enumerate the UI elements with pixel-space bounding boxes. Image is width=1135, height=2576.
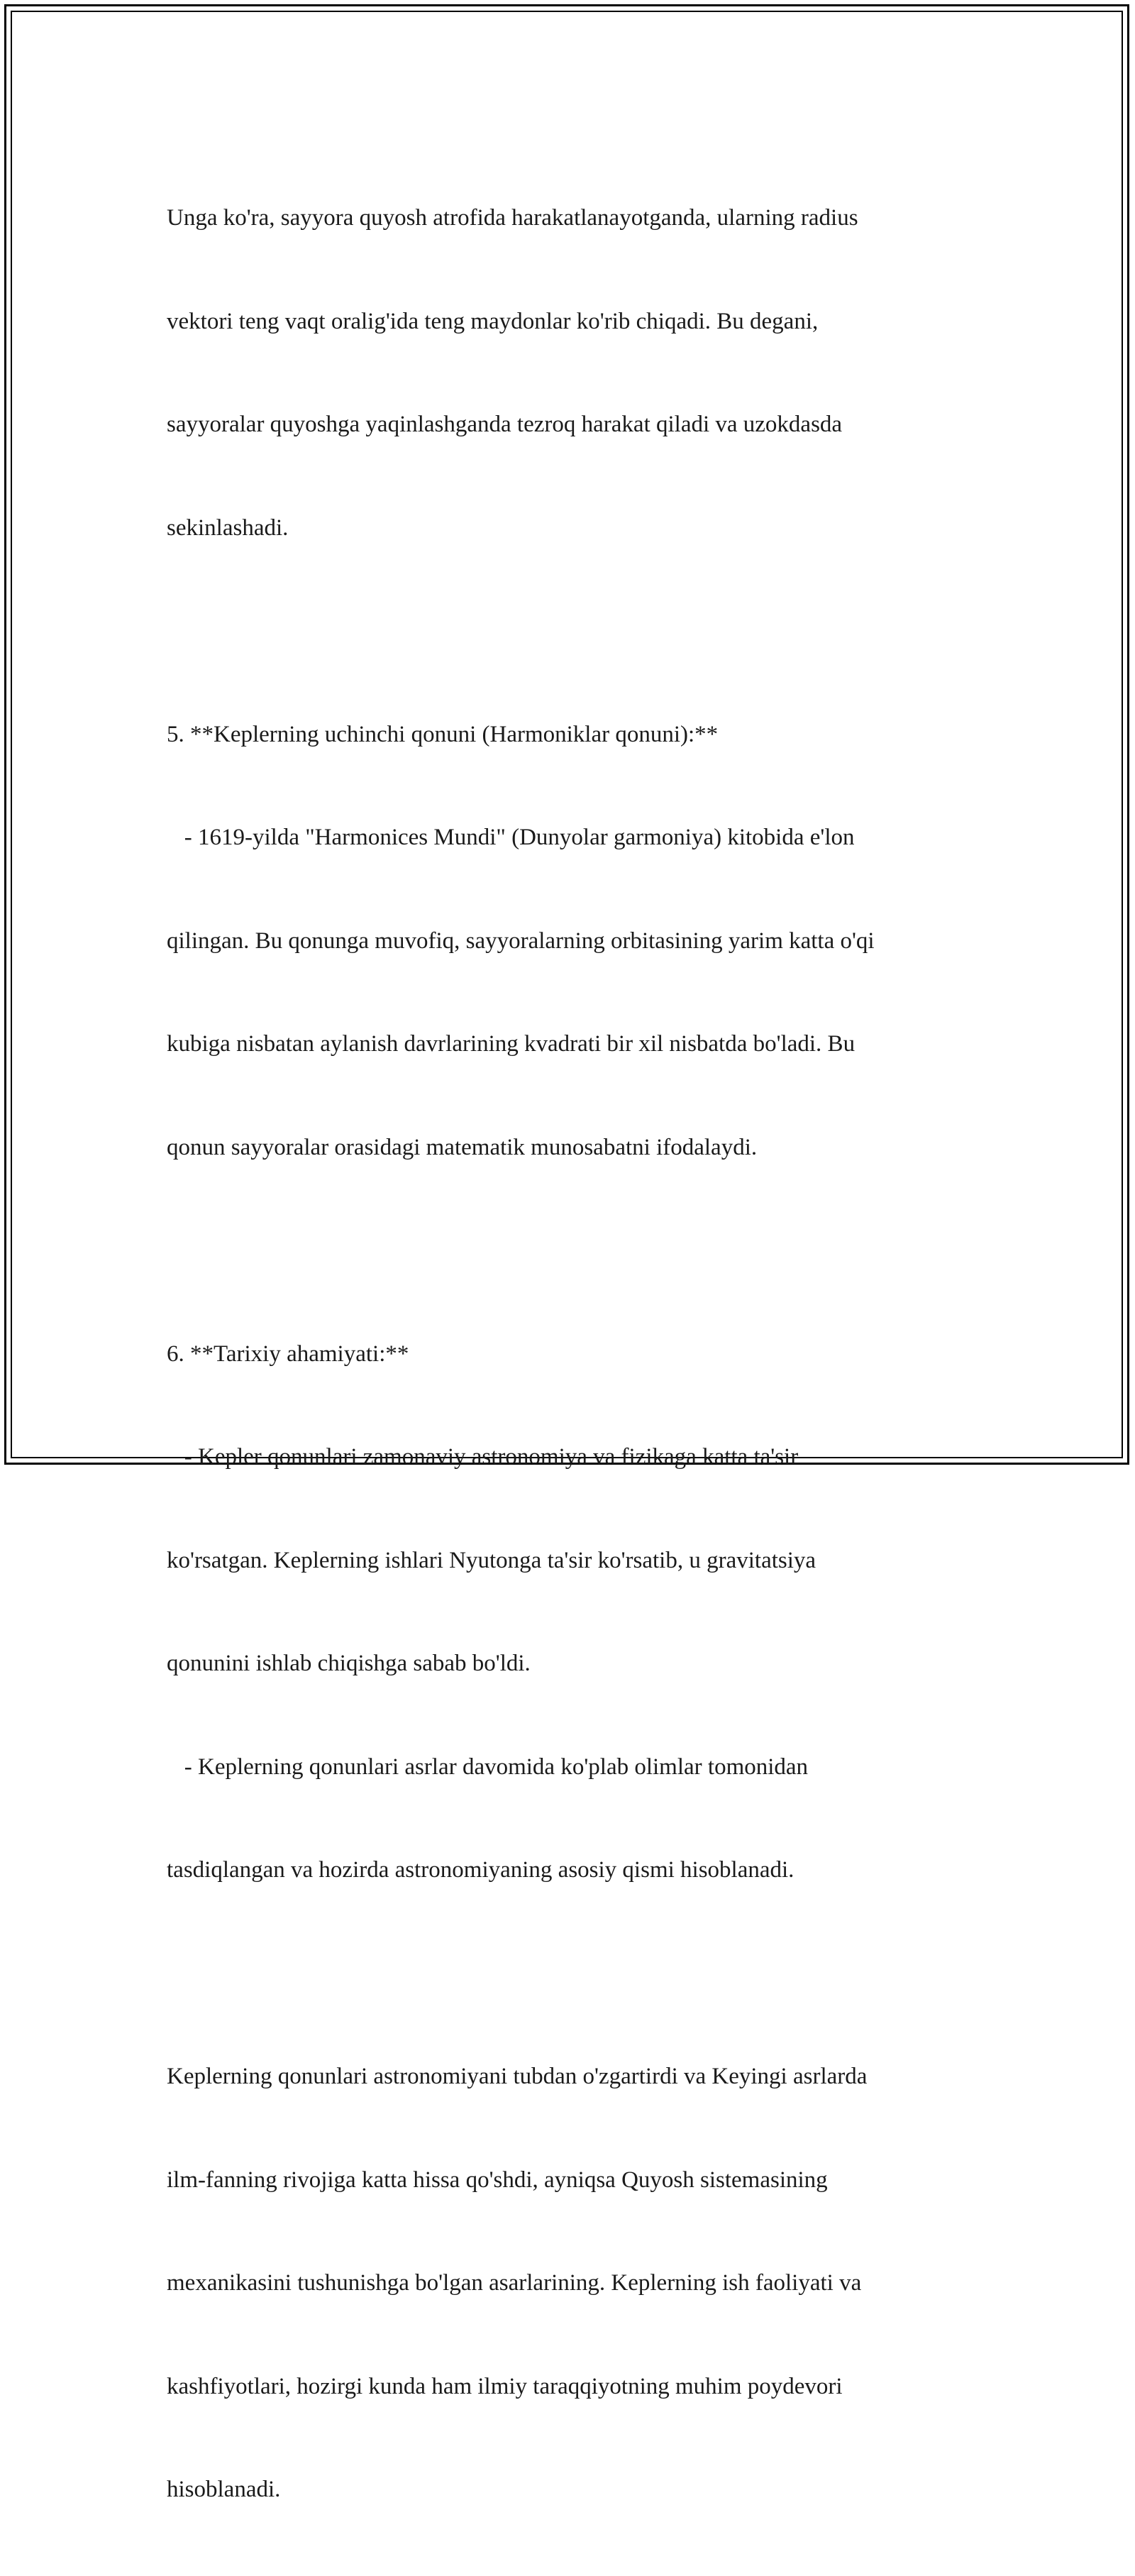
text-line: qonunini ishlab chiqishga sabab bo'ldi. xyxy=(167,1651,531,1676)
text-line: - Kepler qonunlari zamonaviy astronomiya va fizikaga katta ta'sir xyxy=(167,1444,799,1470)
paragraph-spacer xyxy=(167,1956,968,1991)
text-line: kashfiyotlari, hozirgi kunda ham ilmiy taraqqiyotning muhim poydevori xyxy=(167,2373,843,2399)
paragraph-spacer xyxy=(167,1233,968,1268)
text-line: vektori teng vaqt oralig'ida teng maydonlar ko'rib chiqadi. Bu degani, xyxy=(167,308,819,334)
paragraph-conclusion xyxy=(167,1991,968,2576)
paragraph-spacer xyxy=(167,614,968,649)
text-line: Unga ko'ra, sayyora quyosh atrofida harakatlanayotganda, ularning radius xyxy=(167,205,858,231)
text-line: - 1619-yilda "Harmonices Mundi" (Dunyolar garmoniya) kitobida e'lon xyxy=(167,825,855,850)
paragraph-kepler-second-law xyxy=(167,132,968,614)
text-line: qonun sayyoralar orasidagi matematik munosabatni ifodalaydi. xyxy=(167,1134,758,1160)
text-line: Keplerning qonunlari astronomiyani tubdan o'zgartirdi va Keyingi asrlarda xyxy=(167,2064,868,2089)
paragraph-historical-significance xyxy=(167,1268,968,1956)
text-line: hisoblanadi. xyxy=(167,2477,281,2502)
text-line: ilm-fanning rivojiga katta hissa qo'shdi, ayniqsa Quyosh sistemasining xyxy=(167,2167,828,2193)
section-heading: 5. **Keplerning uchinchi qonuni (Harmoniklar qonuni):** xyxy=(167,721,719,747)
document-body xyxy=(167,132,968,2576)
section-heading: 6. **Tarixiy ahamiyati:** xyxy=(167,1341,409,1367)
text-line: ko'rsatgan. Keplerning ishlari Nyutonga ta'sir ko'rsatib, u gravitatsiya xyxy=(167,1547,816,1573)
text-line: mexanikasini tushunishga bo'lgan asarlarining. Keplerning ish faoliyati va xyxy=(167,2270,862,2296)
text-line: - Keplerning qonunlari asrlar davomida ko'plab olimlar tomonidan xyxy=(167,1754,809,1780)
text-line: tasdiqlangan va hozirda astronomiyaning asosiy qismi hisoblanadi. xyxy=(167,1857,794,1883)
text-line: sayyoralar quyoshga yaqinlashganda tezroq harakat qiladi va uzokdasda xyxy=(167,412,843,437)
paragraph-kepler-third-law xyxy=(167,649,968,1234)
text-line: qilingan. Bu qonunga muvofiq, sayyoralarning orbitasining yarim katta o'qi xyxy=(167,928,875,954)
text-line: kubiga nisbatan aylanish davrlarining kvadrati bir xil nisbatda bo'ladi. Bu xyxy=(167,1031,856,1057)
text-line: sekinlashadi. xyxy=(167,514,289,541)
